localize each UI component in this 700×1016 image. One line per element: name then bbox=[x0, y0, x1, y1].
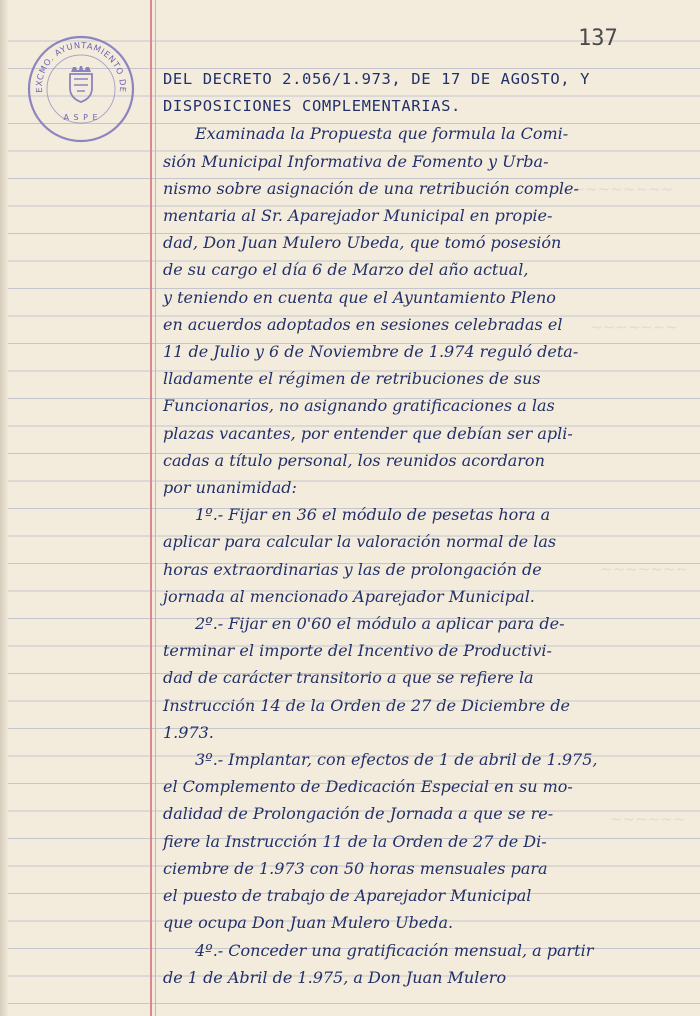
paragraph-line: Funcionarios, no asignando gratificaciones a las bbox=[163, 396, 555, 416]
stamp-bottom-text: A S P E bbox=[63, 113, 99, 122]
paragraph-line: de 1 de Abril de 1.975, a Don Juan Mulero bbox=[163, 967, 507, 987]
heading-line: DEL DECRETO 2.056/1.973, DE 17 DE AGOSTO, Y bbox=[163, 70, 591, 88]
paragraph-line: mentaria al Sr. Aparejador Municipal en propie- bbox=[163, 206, 553, 226]
paragraph-line: ciembre de 1.973 con 50 horas mensuales para bbox=[163, 858, 548, 878]
paragraph-line: plazas vacantes, por entender que debían ser apli- bbox=[163, 423, 573, 443]
paragraph-line: horas extraordinarias y las de prolongación de bbox=[163, 559, 542, 579]
paragraph-line: Examinada la Propuesta que formula la Comi- bbox=[195, 124, 569, 144]
paragraph-line: dad de carácter transitorio a que se refiere la bbox=[163, 668, 534, 688]
paragraph-line: por unanimidad: bbox=[163, 478, 297, 498]
bleed-through-mark: ~~~~~~~ bbox=[590, 318, 678, 336]
coat-of-arms-icon bbox=[70, 66, 92, 102]
bleed-through-mark: ~~~~~~~ bbox=[600, 560, 688, 578]
paragraph-line: nismo sobre asignación de una retribución comple- bbox=[163, 178, 579, 198]
bleed-through-mark: ~~~~~~ bbox=[610, 810, 686, 828]
minutes-text bbox=[163, 66, 663, 991]
paragraph-line: aplicar para calcular la valoración normal de las bbox=[163, 532, 557, 552]
bleed-through-mark: ~~~~~~~~~ bbox=[560, 180, 674, 198]
paragraph-line: de su cargo el día 6 de Marzo del año actual, bbox=[163, 260, 529, 280]
paragraph-line: lladamente el régimen de retribuciones de sus bbox=[163, 369, 541, 389]
paragraph-line: jornada al mencionado Aparejador Municipal. bbox=[163, 586, 535, 606]
paragraph-line: en acuerdos adoptados en sesiones celebradas el bbox=[163, 314, 563, 334]
list-item-4: 4º.- Conceder una gratificación mensual, a partir bbox=[195, 940, 594, 960]
binding-edge bbox=[0, 0, 8, 1016]
paragraph-line: que ocupa Don Juan Mulero Ubeda. bbox=[163, 913, 454, 933]
paragraph-line: y teniendo en cuenta que el Ayuntamiento Pleno bbox=[163, 287, 556, 307]
paragraph-line: Instrucción 14 de la Orden de 27 de Diciembre de bbox=[163, 695, 570, 715]
municipal-seal-stamp bbox=[26, 34, 136, 144]
list-item-2: 2º.- Fijar en 0'60 el módulo a aplicar para de- bbox=[195, 614, 565, 634]
page-number: 137 bbox=[578, 26, 618, 51]
heading-line: DISPOSICIONES COMPLEMENTARIAS. bbox=[163, 97, 461, 116]
list-item-1: 1º.- Fijar en 36 el módulo de pesetas hora a bbox=[195, 505, 551, 525]
paragraph-line: el puesto de trabajo de Aparejador Municipal bbox=[163, 886, 532, 906]
paragraph-line: fiere la Instrucción 11 de la Orden de 27 de Di- bbox=[163, 831, 547, 851]
list-item-3: 3º.- Implantar, con efectos de 1 de abril de 1.975, bbox=[195, 750, 598, 770]
paragraph-line: dad, Don Juan Mulero Ubeda, que tomó posesión bbox=[163, 233, 562, 253]
stamp-ring-text: EXCMO. AYUNTAMIENTO DE bbox=[33, 40, 129, 94]
paragraph-line: sión Municipal Informativa de Fomento y Urba- bbox=[163, 151, 549, 171]
margin-rule-secondary bbox=[155, 0, 156, 1016]
paragraph-line: cadas a título personal, los reunidos acordaron bbox=[163, 450, 545, 470]
paragraph-line: terminar el importe del Incentivo de Productivi- bbox=[163, 641, 552, 661]
paragraph-line: dalidad de Prolongación de Jornada a que se re- bbox=[163, 804, 554, 824]
margin-rule bbox=[150, 0, 152, 1016]
paragraph-line: 1.973. bbox=[163, 722, 214, 742]
paragraph-line: 11 de Julio y 6 de Noviembre de 1.974 reguló deta- bbox=[163, 342, 579, 362]
paragraph-line: el Complemento de Dedicación Especial en su mo- bbox=[163, 777, 573, 797]
